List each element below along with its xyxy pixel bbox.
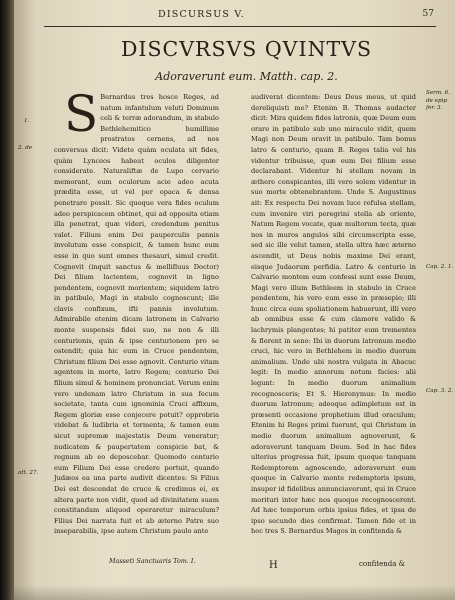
chapter-title: DISCVRSVS QVINTVS [120, 37, 373, 61]
margin-reference: 2. de [18, 145, 33, 151]
margin-reference: Cap. 2. 1. [426, 264, 454, 270]
book-gutter [0, 0, 14, 600]
page-number: 57 [422, 9, 434, 19]
drop-cap: S [64, 85, 99, 143]
margin-section-number: 1. [24, 118, 30, 124]
running-title: DISCURSUS V. [158, 9, 245, 20]
header-rule [44, 26, 436, 27]
right-column [251, 92, 416, 537]
chapter-subtitle: Adoraverunt eum. Matth. cap. 2. [155, 70, 338, 83]
page-shadow [14, 585, 455, 600]
signature-mark: H [269, 560, 278, 571]
book-page [14, 0, 455, 600]
margin-reference: Serm. 6. de epip fer. 3. [426, 90, 451, 112]
left-column-text: Bernardus tres hosce Reges, ad natum infantulum veluti Dominum celi & terræ adorandum, in stabulo Bethlehemitico humillime prostratos cernens, ad nos conversus dicit: Videte quàm oculata sit fides, quàm Lynceos habeat oculos diligenter considerate. Naturaliftæ de Lupo cervario memorant, eum oculorum acie adeo acuta prædita esse, ut vel per opaca & densa penetrare possit. Sic quoque vera fides oculum adeo perspicacem obtinet, qui ad opposita etiam illa penetrat, quæ videri, credendum penitus valet. Filium enim Dei pauperculis pannis involutum esse conspicit, & tamen hunc eum esse in quo sunt omnes thesauri, simul credit. Cognovit (inquit sanctus & mellifluus Doctor) Dei filium lactentem, cognovit in ligno pendentem, cognovit morientem; siquidem latro in patibulo, Magi in stabulo cognoscunt; ille clavis confixum, ifti pannis involutum. Admirabile etenim dicam latronem in Calvario monte suspensis fidei suo, ne non & illi centurionis, quin & ipse centurionem pro se ostendit; quia hic eum in Cruce pendentem, Christum filium Dei esse agnovit. Centurio vitam agentem in morte, latro Regem; centurio Dei filium simul & hominem pronunciat. Verum enim vero undenam latro Christum in sua fecum societate, tanta cum ignominia Cruci affixum, Regem gloriæ esse conjecere potuit? opprobria videbat & ludibria et tormenta, & tamen eum sicut supremæ majestatis Deum veneratur; nudicatem & paupertatem conspicie bat, & regnum ab eo deposcebar. Quomodo centurio eum Filium Dei esse credere portuit, quando Judæos ea una parte audivit dicentes: Si Filius Dei est descendat de cruce & credimus ei, ex altera parte non vidit, quod ad divinitatem suam constitandam aliquod operaretur miraculum? Filius Dei narrata fuit et ab æterno Patre suo inseparabilis, ipse autem Christum paulo ante [54, 93, 219, 536]
running-header [48, 5, 434, 25]
footer-citation: Masseti Sanctuaris Tom. I. [109, 557, 196, 565]
margin-reference: Cap. 3. 2. [426, 388, 454, 394]
right-column-text: audiverat dicentem: Deus Deus meus, ut quid dereliquisti me? Etenim B. Thomas audacter dicit: Mira quidem fides latronis, quæ Deum eum orare in patibulo sub uno miraculo vidit, quem Magi non Deum oravit in patibulo. Tam bonus latro & centurio, quam B. Reges talia vel his videntur tribuisse, quæ eum Dei filium esse declarabant. Videntur hi stellam novam in æthere conspicantes, illi vero solem videntur in suo morte obtenebrantem. Unde S. Augustinus ait: Ex respectu Dei novam luce refulsa stellam, cum invenire viri peregrini stella ab oriente, Natum Regem vocate, quæ multorum tecta, quæ nos in muros angulos sibi circumscripta esse, sed sic ille velut tamen, stella ultra hæc æterno ascendit, ut Deus nobis maxime Dei erant, eisque Judaorum perfidia. Latro & centurio in Calvario montem eum confessi sunt esse Deum, Magi vero illum Bethleem in stabulo in Cruce pendentem, his vero eum esse in præsepio; illi hunc circa eum spoliationem habuerunt, illi vero ab omnibus esse & cum clamore valido & lachrymis plangentes; hi patiter eum trementes & flerent in seno: Ibi in duorum latronum medio cruci, hic vero in Bethlehem in medio duorum animalium. Unde ubi nostra vulgata in Abacuc legit: In medio annorum notum facies: alii legunt: In medio duorum animalium recognosceris; Et S. Hieronymus: In medio duorum latronum; adeoque adimpletum est in præsenti occasione prophetium illud oraculum; Etenim hi Reges primi fuerunt, qui Christum in medio duorum animalium agnoverunt, & adoraverunt tanquam Deum. Sed in hac fides ulterius progressa fuit, ipsum quoque tanquam Redemptorem agnoscendo, adoraverunt eum quoque in Calvario monte redemptoris ipsum, insuper id fidelibus annunciaverunt, qui in Cruce morituri inter hæc nos quoque recognoscerent. Ad hæc temporum orbis ipsius fides, et ipsa de ipso secundo dies confirmat. Tamen fide et in hoc tres S. Bernardus Magos in confitenda & [251, 93, 416, 536]
left-column [54, 85, 219, 537]
catchword: confitenda & [359, 560, 405, 568]
margin-reference: att. 27. [18, 470, 39, 476]
